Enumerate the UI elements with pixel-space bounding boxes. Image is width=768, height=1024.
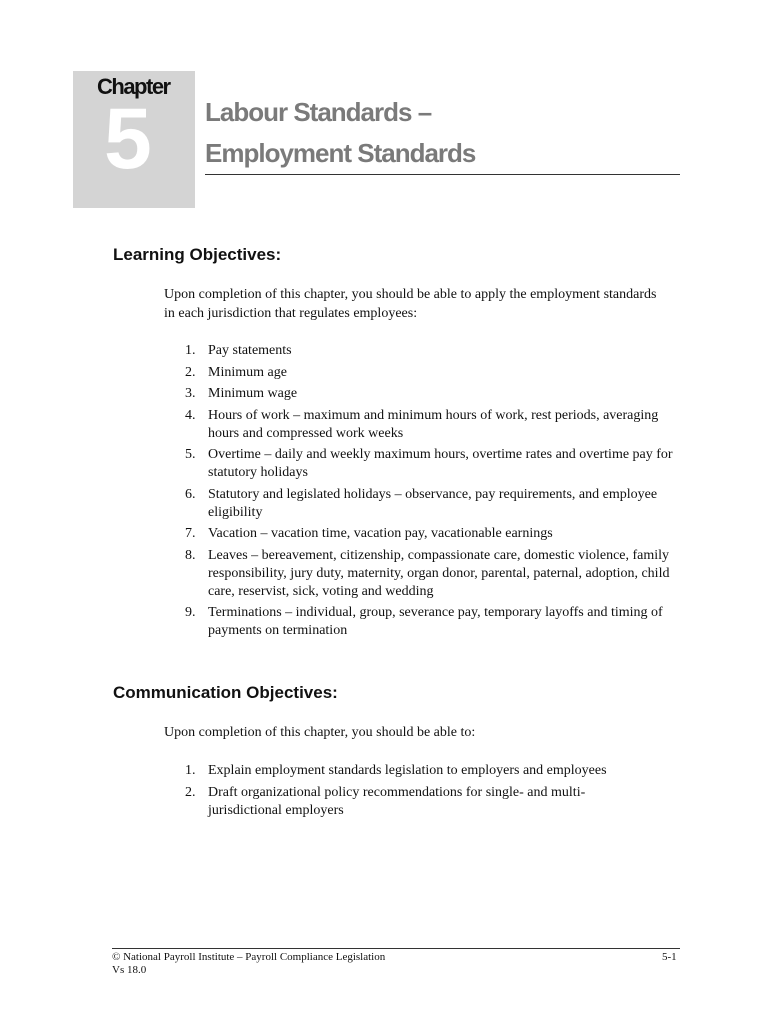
chapter-label: Chapter (97, 74, 170, 99)
chapter-title-line-2: Employment Standards (205, 138, 476, 168)
footer-divider (112, 948, 680, 949)
footer-source: © National Payroll Institute – Payroll Compliance Legislation (112, 951, 386, 963)
list-item-text: Explain employment standards legislation to employers and employees (208, 763, 607, 778)
list-item (164, 446, 686, 482)
list-item-number: 3. (185, 386, 196, 401)
list-item (164, 525, 686, 543)
list-item (164, 604, 686, 640)
list-item-text: Overtime – daily and weekly maximum hours, overtime rates and overtime pay for statutory holidays (208, 447, 673, 480)
list-item (164, 385, 686, 403)
list-item-number: 2. (185, 784, 196, 800)
list-item-number: 9. (185, 605, 196, 620)
list-item-text: Minimum age (208, 364, 287, 380)
list-item-number: 2. (185, 364, 196, 380)
list-item-number: 4. (185, 407, 196, 423)
list-item-number: 1. (185, 763, 196, 778)
list-item-number: 8. (185, 547, 196, 563)
list-item (164, 762, 634, 780)
footer-page-number: 5-1 (662, 951, 677, 963)
learning-objectives-heading: Learning Objectives: (113, 245, 282, 264)
communication-objectives-list (164, 762, 634, 823)
communication-objectives-heading: Communication Objectives: (113, 683, 338, 702)
list-item-text: Minimum wage (208, 386, 298, 401)
list-item-number: 7. (185, 526, 196, 541)
list-item-number: 1. (185, 343, 196, 358)
list-item-text: Hours of work – maximum and minimum hours of work, rest periods, averaging hours and compressed work weeks (208, 407, 659, 441)
list-item (164, 407, 686, 443)
list-item-number: 6. (185, 486, 196, 502)
list-item-text: Statutory and legislated holidays – observance, pay requirements, and employee eligibility (208, 486, 658, 520)
learning-objectives-list (164, 342, 686, 644)
list-item-text: Vacation – vacation time, vacation pay, vacationable earnings (208, 526, 553, 541)
list-item-text: Draft organizational policy recommendations for single- and multi-jurisdictional employers (208, 784, 586, 818)
list-item (164, 486, 686, 522)
title-divider (205, 174, 680, 175)
list-item (164, 784, 634, 820)
list-item (164, 342, 686, 360)
communication-objectives-intro: Upon completion of this chapter, you should be able to: (164, 725, 476, 740)
learning-objectives-intro: Upon completion of this chapter, you should be able to apply the employment standards in each jurisdiction that regulates employees: (164, 287, 657, 321)
list-item (164, 547, 686, 601)
chapter-title-line-1: Labour Standards – (205, 97, 432, 127)
list-item (164, 364, 686, 382)
list-item-number: 5. (185, 447, 196, 462)
list-item-text: Leaves – bereavement, citizenship, compassionate care, domestic violence, family responsibility, jury duty, maternity, organ donor, parental, paternal, adoption, child care, reservist, sick, voting and wedding (208, 547, 670, 599)
chapter-number: 5 (104, 91, 152, 187)
list-item-text: Pay statements (208, 343, 292, 358)
footer-version: Vs 18.0 (112, 964, 147, 976)
list-item-text: Terminations – individual, group, severance pay, temporary layoffs and timing of payments on termination (208, 605, 663, 638)
